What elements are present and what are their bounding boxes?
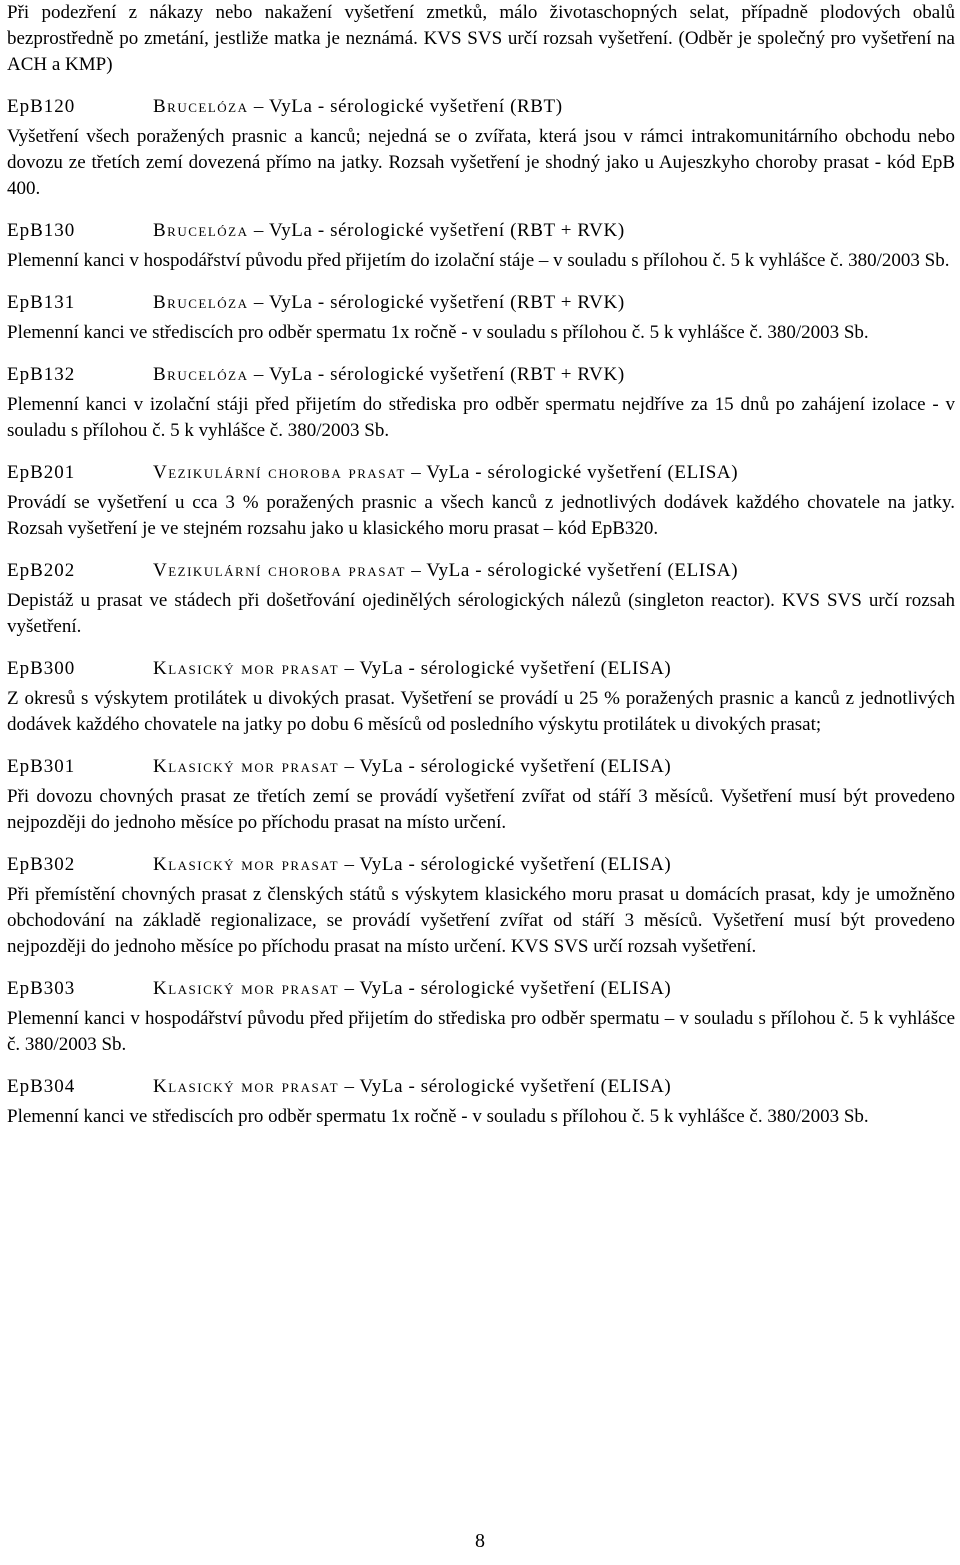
section bbox=[7, 218, 955, 274]
disease-name: Klasický mor prasat bbox=[153, 658, 340, 679]
section-text: Provádí se vyšetření u cca 3 % poražených prasnic a všech kanců z jednotlivých dodávek každého chovatele na jatky. Rozsah vyšetření je ve stejném rozsahu jako u klasického moru prasat – kód EpB320. bbox=[7, 492, 955, 539]
document-page bbox=[7, 0, 955, 1130]
section bbox=[7, 754, 955, 836]
section-text: Při dovozu chovných prasat ze třetích zemí se provádí vyšetření zvířat od stáří 3 měsíců. Vyšetření musí být provedeno nejpozději do jednoho měsíce po příchodu prasat na místo určení. bbox=[7, 786, 955, 833]
exam-type: – VyLa - sérologické vyšetření (ELISA) bbox=[339, 1076, 672, 1097]
disease-name: Klasický mor prasat bbox=[153, 1076, 340, 1097]
exam-type: – VyLa - sérologické vyšetření (ELISA) bbox=[405, 560, 739, 581]
section bbox=[7, 460, 955, 542]
section-title bbox=[153, 218, 955, 244]
section-heading bbox=[7, 94, 955, 120]
section-text: Plemenní kanci v hospodářství původu před přijetím do izolační stáje – v souladu s přílohou č. 5 k vyhlášce č. 380/2003 Sb. bbox=[7, 250, 950, 271]
section-heading bbox=[7, 218, 955, 244]
section-code: EpB132 bbox=[7, 364, 76, 385]
section-text: Plemenní kanci ve střediscích pro odběr spermatu 1x ročně - v souladu s přílohou č. 5 k vyhlášce č. 380/2003 Sb. bbox=[7, 322, 869, 343]
section-code: EpB201 bbox=[7, 462, 76, 483]
section-title bbox=[153, 754, 955, 780]
page-number: 8 bbox=[475, 1530, 485, 1552]
exam-type: – VyLa - sérologické vyšetření (ELISA) bbox=[405, 462, 739, 483]
section bbox=[7, 1074, 955, 1130]
section-code: EpB130 bbox=[7, 220, 76, 241]
section-heading bbox=[7, 754, 955, 780]
section-text: Při přemístění chovných prasat z členských států s výskytem klasického moru prasat u domácích prasat, kdy je umožněno obchodování na základě regionalizace, se provádí vyšetření zvířat od stáří 3 měsíců. Vyšetření musí být provedeno nejpozději do jednoho měsíce po příchodu prasat na místo určení. KVS SVS určí rozsah vyšetření. bbox=[7, 884, 955, 957]
section-text: Plemenní kanci v hospodářství původu před přijetím do střediska pro odběr spermatu – v souladu s přílohou č. 5 k vyhlášce č. 380/2003 Sb. bbox=[7, 1008, 955, 1055]
section-title bbox=[153, 460, 955, 486]
exam-type: – VyLa - sérologické vyšetření (ELISA) bbox=[339, 658, 672, 679]
section bbox=[7, 290, 955, 346]
exam-type: – VyLa - sérologické vyšetření (ELISA) bbox=[339, 756, 672, 777]
section-title bbox=[153, 852, 955, 878]
section-text: Z okresů s výskytem protilátek u divokých prasat. Vyšetření se provádí u 25 % poražených prasnic a kanců z jednotlivých dodávek každého chovatele na jatky po dobu 6 měsíců od posledního výskytu protilátek u divokých prasat; bbox=[7, 688, 955, 735]
exam-type: – VyLa - sérologické vyšetření (ELISA) bbox=[339, 854, 672, 875]
exam-type: – VyLa - sérologické vyšetření (RBT) bbox=[248, 96, 563, 117]
disease-name: Brucelóza bbox=[153, 292, 249, 313]
sections-container bbox=[7, 94, 955, 1130]
section-text: Plemenní kanci v izolační stáji před přijetím do střediska pro odběr spermatu nejdříve za 15 dnů po zahájení izolace - v souladu s přílohou č. 5 k vyhlášce č. 380/2003 Sb. bbox=[7, 394, 955, 441]
section-title bbox=[153, 362, 955, 388]
disease-name: Vezikulární choroba prasat bbox=[153, 462, 406, 483]
section bbox=[7, 656, 955, 738]
section bbox=[7, 362, 955, 444]
section-title bbox=[153, 1074, 955, 1100]
section-heading bbox=[7, 290, 955, 316]
exam-type: – VyLa - sérologické vyšetření (RBT + RVK) bbox=[248, 220, 625, 241]
section bbox=[7, 558, 955, 640]
disease-name: Vezikulární choroba prasat bbox=[153, 560, 406, 581]
exam-type: – VyLa - sérologické vyšetření (RBT + RVK) bbox=[248, 292, 625, 313]
section-text: Plemenní kanci ve střediscích pro odběr spermatu 1x ročně - v souladu s přílohou č. 5 k vyhlášce č. 380/2003 Sb. bbox=[7, 1106, 869, 1127]
section-heading bbox=[7, 362, 955, 388]
section-text: Vyšetření všech poražených prasnic a kanců; nejedná se o zvířata, která jsou v rámci intrakomunitárního obchodu nebo dovozu ze třetích zemí dovezená přímo na jatky. Rozsah vyšetření je shodný jako u Aujeszkyho choroby prasat - kód EpB 400. bbox=[7, 126, 955, 199]
disease-name: Brucelóza bbox=[153, 96, 249, 117]
disease-name: Klasický mor prasat bbox=[153, 756, 340, 777]
section-heading bbox=[7, 460, 955, 486]
section-text: Depistáž u prasat ve stádech při došetřování ojedinělých sérologických nálezů (singleton reactor). KVS SVS určí rozsah vyšetření. bbox=[7, 590, 955, 637]
section-heading bbox=[7, 1074, 955, 1100]
section-title bbox=[153, 94, 955, 120]
section-code: EpB301 bbox=[7, 756, 76, 777]
section-title bbox=[153, 656, 955, 682]
section bbox=[7, 852, 955, 960]
section-code: EpB304 bbox=[7, 1076, 76, 1097]
section-heading bbox=[7, 976, 955, 1002]
section-code: EpB300 bbox=[7, 658, 76, 679]
section-code: EpB202 bbox=[7, 560, 76, 581]
disease-name: Brucelóza bbox=[153, 364, 249, 385]
exam-type: – VyLa - sérologické vyšetření (ELISA) bbox=[339, 978, 672, 999]
section-heading bbox=[7, 852, 955, 878]
section-heading bbox=[7, 656, 955, 682]
section bbox=[7, 94, 955, 202]
disease-name: Brucelóza bbox=[153, 220, 249, 241]
section-heading bbox=[7, 558, 955, 584]
section-code: EpB303 bbox=[7, 978, 76, 999]
section-code: EpB120 bbox=[7, 96, 76, 117]
exam-type: – VyLa - sérologické vyšetření (RBT + RVK) bbox=[248, 364, 625, 385]
section bbox=[7, 976, 955, 1058]
section-title bbox=[153, 558, 955, 584]
section-title bbox=[153, 976, 955, 1002]
section-code: EpB131 bbox=[7, 292, 76, 313]
intro-paragraph: Při podezření z nákazy nebo nakažení vyšetření zmetků, málo životaschopných selat, případně plodových obalů bezprostředně po zmetání, jestliže matka je neznámá. KVS SVS určí rozsah vyšetření. (Odběr je společný pro vyšetření na ACH a KMP) bbox=[7, 2, 955, 75]
section-title bbox=[153, 290, 955, 316]
disease-name: Klasický mor prasat bbox=[153, 978, 340, 999]
disease-name: Klasický mor prasat bbox=[153, 854, 340, 875]
section-code: EpB302 bbox=[7, 854, 76, 875]
